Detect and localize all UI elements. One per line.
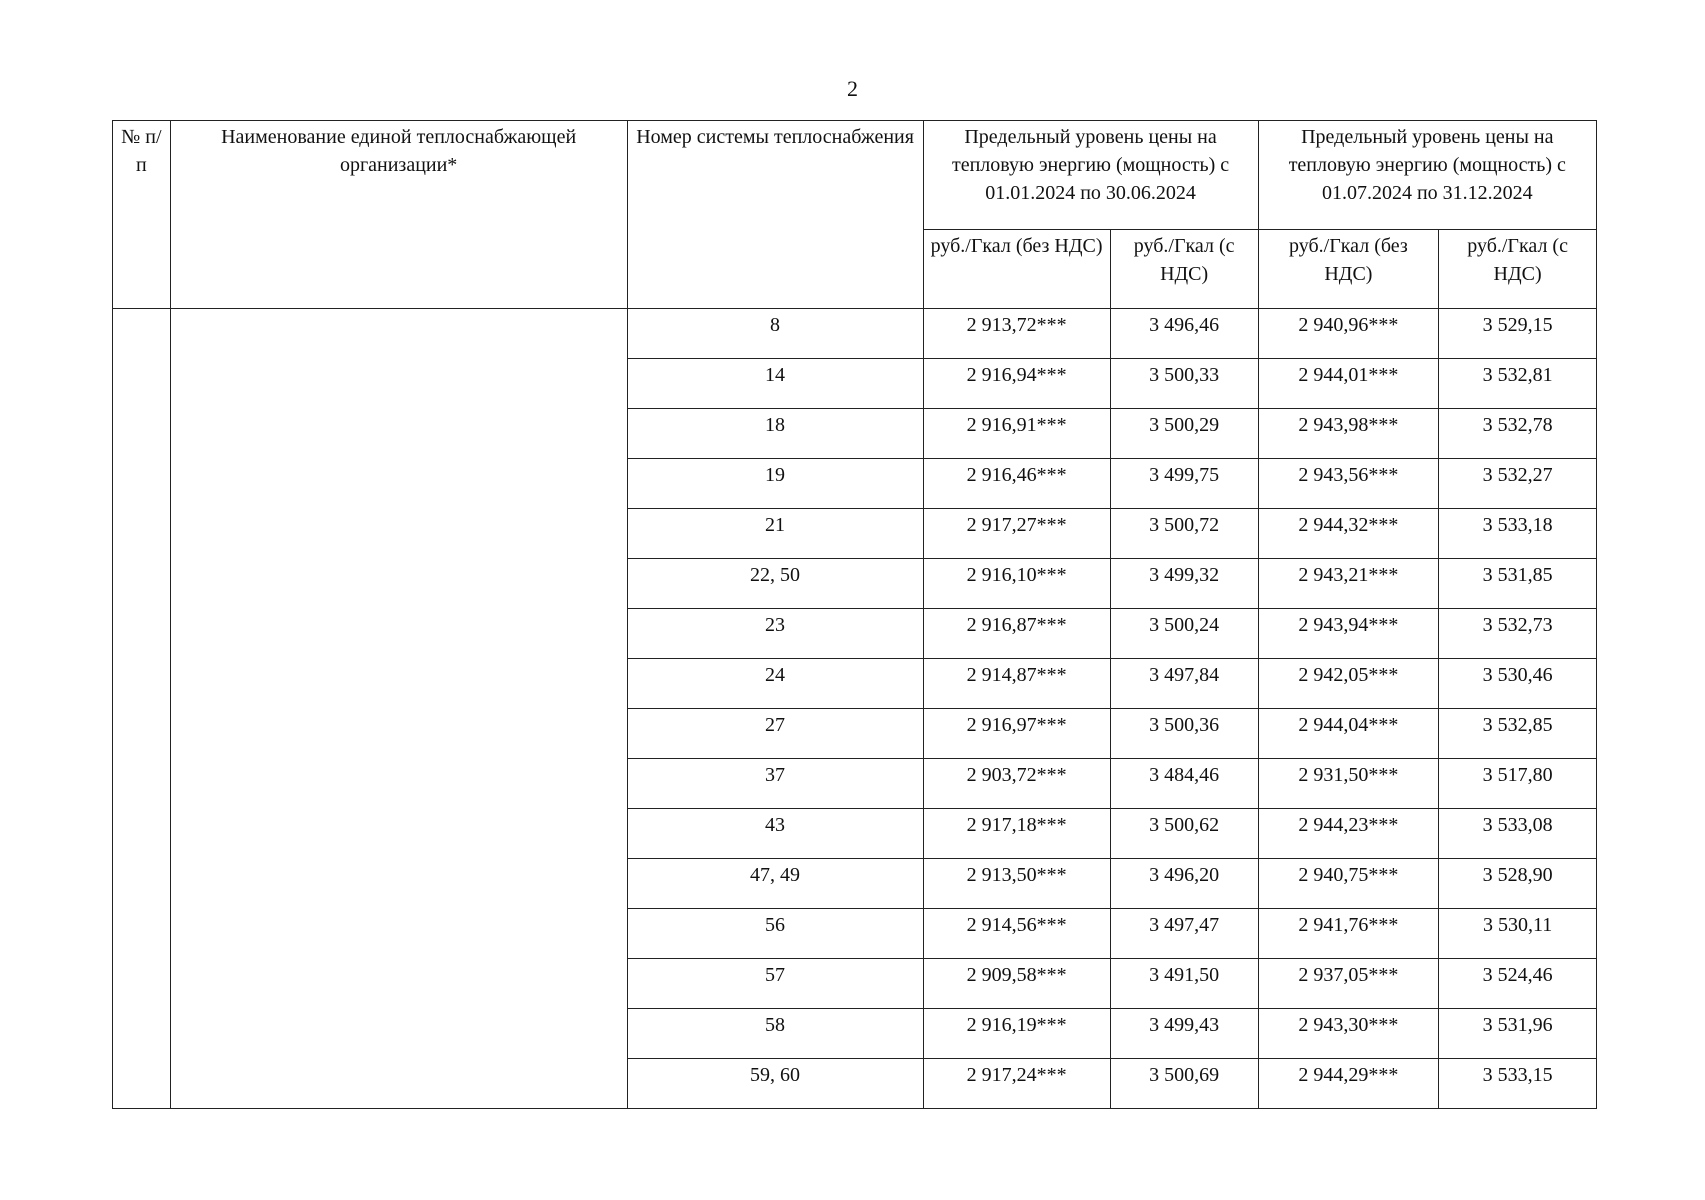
cell-p2-vat: 3 533,08: [1439, 809, 1597, 859]
cell-p1-no-vat: 2 913,50***: [923, 859, 1110, 909]
cell-p2-no-vat: 2 937,05***: [1258, 959, 1439, 1009]
cell-p2-vat: 3 531,96: [1439, 1009, 1597, 1059]
cell-p2-vat: 3 530,11: [1439, 909, 1597, 959]
cell-p2-vat: 3 528,90: [1439, 859, 1597, 909]
cell-p1-vat: 3 497,47: [1110, 909, 1258, 959]
cell-system: 18: [627, 409, 923, 459]
header-p1-vat: руб./Гкал (с НДС): [1110, 230, 1258, 309]
cell-p2-vat: 3 517,80: [1439, 759, 1597, 809]
cell-system: 58: [627, 1009, 923, 1059]
header-number: № п/п: [113, 121, 171, 309]
cell-p2-no-vat: 2 944,29***: [1258, 1059, 1439, 1109]
cell-p1-no-vat: 2 914,87***: [923, 659, 1110, 709]
cell-p2-no-vat: 2 931,50***: [1258, 759, 1439, 809]
cell-p2-vat: 3 532,78: [1439, 409, 1597, 459]
cell-p1-no-vat: 2 916,10***: [923, 559, 1110, 609]
cell-p1-no-vat: 2 916,19***: [923, 1009, 1110, 1059]
cell-p2-no-vat: 2 944,01***: [1258, 359, 1439, 409]
cell-p2-no-vat: 2 943,21***: [1258, 559, 1439, 609]
cell-system: 14: [627, 359, 923, 409]
header-period-1: Предельный уровень цены на тепловую энергию (мощность) с 01.01.2024 по 30.06.2024: [923, 121, 1258, 230]
cell-p1-no-vat: 2 916,46***: [923, 459, 1110, 509]
header-system-number: Номер системы теплоснабжения: [627, 121, 923, 309]
cell-p2-vat: 3 529,15: [1439, 309, 1597, 359]
cell-p2-no-vat: 2 943,30***: [1258, 1009, 1439, 1059]
cell-p2-vat: 3 532,81: [1439, 359, 1597, 409]
cell-p1-no-vat: 2 917,18***: [923, 809, 1110, 859]
cell-p1-vat: 3 491,50: [1110, 959, 1258, 1009]
cell-p1-no-vat: 2 913,72***: [923, 309, 1110, 359]
cell-p2-vat: 3 530,46: [1439, 659, 1597, 709]
cell-system: 57: [627, 959, 923, 1009]
cell-p2-no-vat: 2 941,76***: [1258, 909, 1439, 959]
cell-p1-vat: 3 499,43: [1110, 1009, 1258, 1059]
cell-p1-no-vat: 2 917,27***: [923, 509, 1110, 559]
header-organization-name: Наименование единой теплоснабжающей организации*: [170, 121, 627, 309]
cell-p1-vat: 3 500,36: [1110, 709, 1258, 759]
cell-p2-vat: 3 532,85: [1439, 709, 1597, 759]
cell-p1-vat: 3 499,32: [1110, 559, 1258, 609]
cell-system: 56: [627, 909, 923, 959]
cell-p2-vat: 3 532,73: [1439, 609, 1597, 659]
cell-p2-no-vat: 2 942,05***: [1258, 659, 1439, 709]
cell-number-merged: [113, 309, 171, 1109]
cell-system: 27: [627, 709, 923, 759]
cell-system: 47, 49: [627, 859, 923, 909]
cell-p2-no-vat: 2 944,32***: [1258, 509, 1439, 559]
cell-p2-no-vat: 2 943,94***: [1258, 609, 1439, 659]
cell-system: 59, 60: [627, 1059, 923, 1109]
cell-p1-vat: 3 499,75: [1110, 459, 1258, 509]
header-p2-no-vat: руб./Гкал (без НДС): [1258, 230, 1439, 309]
cell-p1-no-vat: 2 909,58***: [923, 959, 1110, 1009]
cell-p1-vat: 3 500,24: [1110, 609, 1258, 659]
cell-p2-vat: 3 532,27: [1439, 459, 1597, 509]
cell-system: 43: [627, 809, 923, 859]
cell-p2-no-vat: 2 943,56***: [1258, 459, 1439, 509]
cell-p1-no-vat: 2 903,72***: [923, 759, 1110, 809]
cell-p1-no-vat: 2 916,91***: [923, 409, 1110, 459]
cell-p2-vat: 3 531,85: [1439, 559, 1597, 609]
cell-p1-vat: 3 496,20: [1110, 859, 1258, 909]
header-period-2: Предельный уровень цены на тепловую энергию (мощность) с 01.07.2024 по 31.12.2024: [1258, 121, 1596, 230]
cell-p1-vat: 3 500,72: [1110, 509, 1258, 559]
cell-p1-vat: 3 500,69: [1110, 1059, 1258, 1109]
cell-system: 24: [627, 659, 923, 709]
cell-p1-vat: 3 496,46: [1110, 309, 1258, 359]
table-body: [113, 309, 1597, 1109]
cell-system: 22, 50: [627, 559, 923, 609]
cell-p2-no-vat: 2 944,04***: [1258, 709, 1439, 759]
cell-system: 19: [627, 459, 923, 509]
header-p1-no-vat: руб./Гкал (без НДС): [923, 230, 1110, 309]
cell-p2-vat: 3 533,18: [1439, 509, 1597, 559]
cell-p1-no-vat: 2 916,94***: [923, 359, 1110, 409]
cell-system: 8: [627, 309, 923, 359]
cell-p1-vat: 3 500,62: [1110, 809, 1258, 859]
cell-p1-no-vat: 2 917,24***: [923, 1059, 1110, 1109]
page-number: 2: [847, 76, 858, 101]
cell-p1-vat: 3 500,33: [1110, 359, 1258, 409]
cell-p2-no-vat: 2 940,96***: [1258, 309, 1439, 359]
cell-p2-vat: 3 524,46: [1439, 959, 1597, 1009]
cell-system: 23: [627, 609, 923, 659]
cell-p1-no-vat: 2 916,97***: [923, 709, 1110, 759]
cell-p2-no-vat: 2 944,23***: [1258, 809, 1439, 859]
cell-p1-no-vat: 2 914,56***: [923, 909, 1110, 959]
cell-p2-no-vat: 2 940,75***: [1258, 859, 1439, 909]
price-limit-table: [112, 120, 1597, 1109]
cell-p2-vat: 3 533,15: [1439, 1059, 1597, 1109]
cell-p1-vat: 3 484,46: [1110, 759, 1258, 809]
cell-system: 21: [627, 509, 923, 559]
cell-p1-no-vat: 2 916,87***: [923, 609, 1110, 659]
cell-p1-vat: 3 497,84: [1110, 659, 1258, 709]
cell-p1-vat: 3 500,29: [1110, 409, 1258, 459]
cell-organization-merged: [170, 309, 627, 1109]
cell-p2-no-vat: 2 943,98***: [1258, 409, 1439, 459]
cell-system: 37: [627, 759, 923, 809]
table-row: [113, 309, 1597, 359]
header-p2-vat: руб./Гкал (с НДС): [1439, 230, 1597, 309]
